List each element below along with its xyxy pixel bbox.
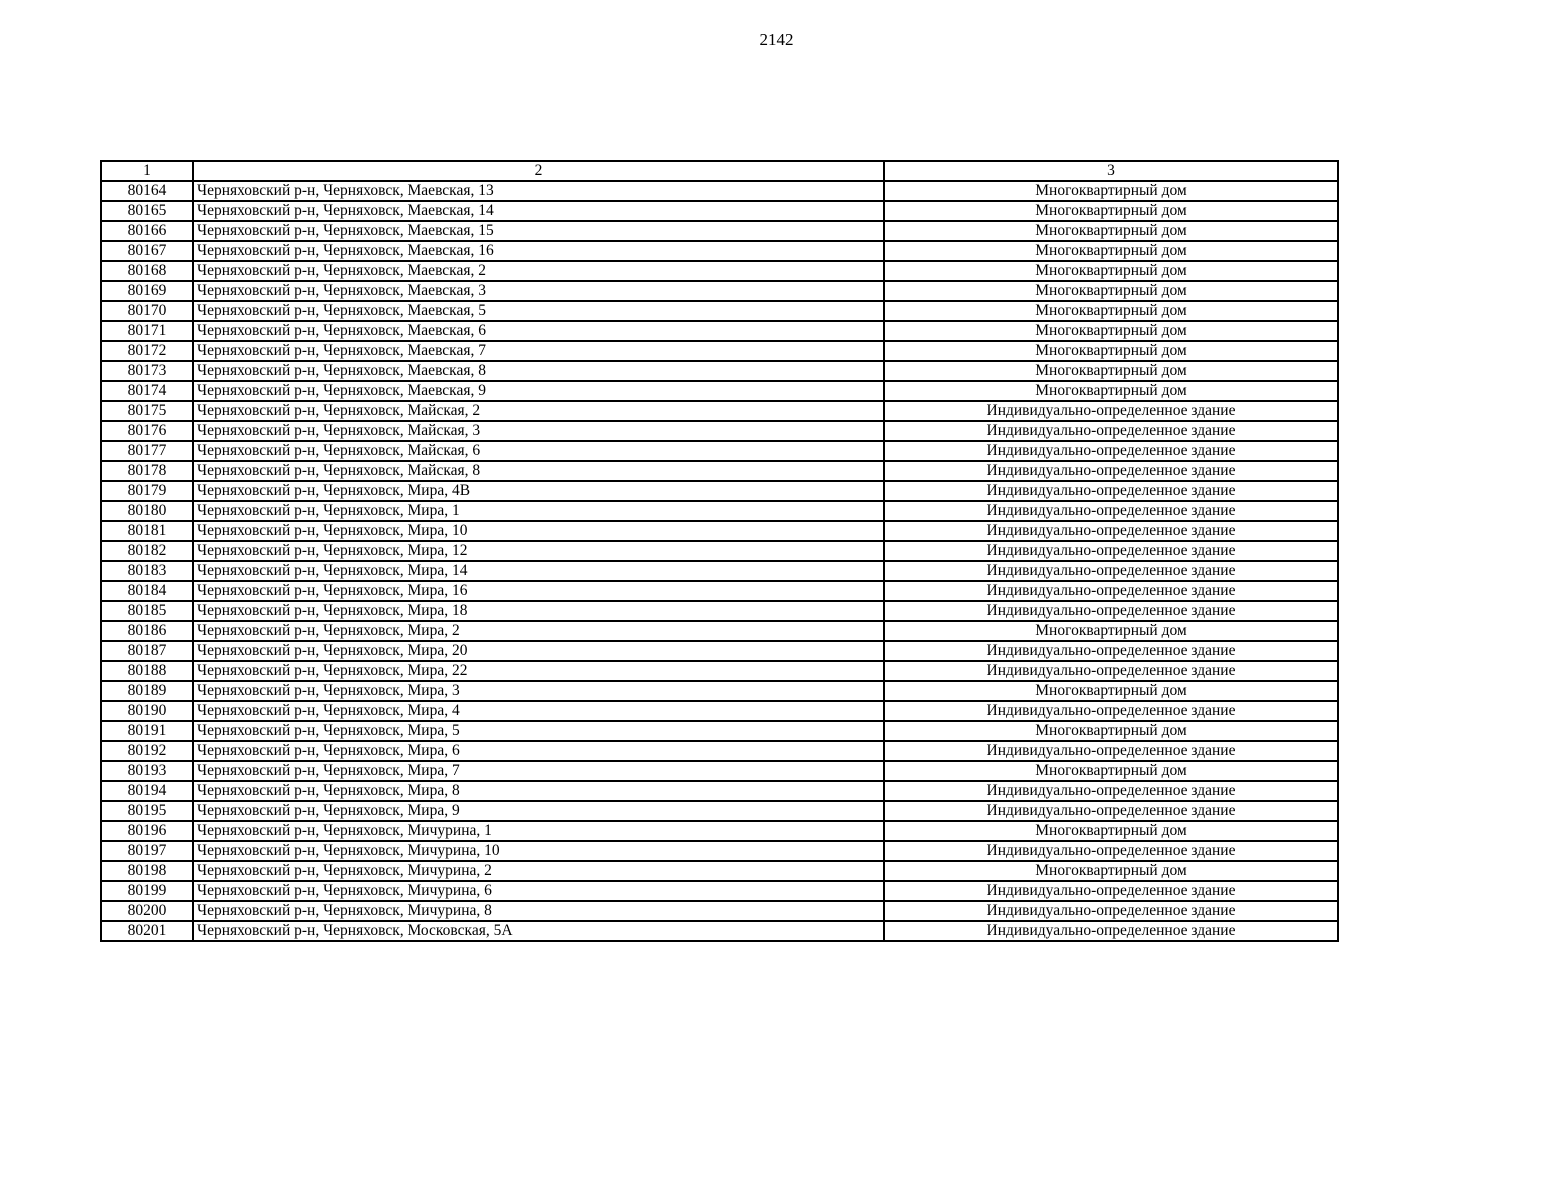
- row-type-cell: Индивидуально-определенное здание: [884, 401, 1338, 421]
- table-row: [101, 661, 1338, 681]
- table-row: [101, 861, 1338, 881]
- row-id-cell: 80171: [101, 321, 193, 341]
- row-id-cell: 80182: [101, 541, 193, 561]
- row-address-cell: Черняховский р-н, Черняховск, Маевская, 2: [193, 261, 884, 281]
- table-row: [101, 581, 1338, 601]
- row-type-cell: Индивидуально-определенное здание: [884, 421, 1338, 441]
- row-id-cell: 80189: [101, 681, 193, 701]
- header-row: [101, 161, 1338, 181]
- table-row: [101, 821, 1338, 841]
- row-address-cell: Черняховский р-н, Черняховск, Мичурина, 1: [193, 821, 884, 841]
- table-row: [101, 681, 1338, 701]
- table-header: [101, 161, 1338, 181]
- row-type-cell: Индивидуально-определенное здание: [884, 481, 1338, 501]
- row-type-cell: Многоквартирный дом: [884, 761, 1338, 781]
- row-type-cell: Индивидуально-определенное здание: [884, 741, 1338, 761]
- row-id-cell: 80200: [101, 901, 193, 921]
- row-id-cell: 80178: [101, 461, 193, 481]
- row-type-cell: Индивидуально-определенное здание: [884, 641, 1338, 661]
- table-row: [101, 921, 1338, 941]
- row-id-cell: 80183: [101, 561, 193, 581]
- registry-table: [100, 160, 1339, 942]
- row-type-cell: Индивидуально-определенное здание: [884, 501, 1338, 521]
- row-id-cell: 80187: [101, 641, 193, 661]
- row-address-cell: Черняховский р-н, Черняховск, Маевская, 15: [193, 221, 884, 241]
- table-row: [101, 561, 1338, 581]
- row-type-cell: Индивидуально-определенное здание: [884, 841, 1338, 861]
- table-row: [101, 781, 1338, 801]
- row-id-cell: 80186: [101, 621, 193, 641]
- row-id-cell: 80192: [101, 741, 193, 761]
- row-address-cell: Черняховский р-н, Черняховск, Майская, 2: [193, 401, 884, 421]
- table-row: [101, 481, 1338, 501]
- row-id-cell: 80169: [101, 281, 193, 301]
- row-type-cell: Многоквартирный дом: [884, 621, 1338, 641]
- table-row: [101, 761, 1338, 781]
- row-address-cell: Черняховский р-н, Черняховск, Мира, 1: [193, 501, 884, 521]
- table-row: [101, 901, 1338, 921]
- row-address-cell: Черняховский р-н, Черняховск, Мира, 3: [193, 681, 884, 701]
- row-id-cell: 80181: [101, 521, 193, 541]
- table-row: [101, 601, 1338, 621]
- row-type-cell: Многоквартирный дом: [884, 381, 1338, 401]
- row-id-cell: 80164: [101, 181, 193, 201]
- table-row: [101, 881, 1338, 901]
- row-id-cell: 80185: [101, 601, 193, 621]
- table-row: [101, 241, 1338, 261]
- row-id-cell: 80188: [101, 661, 193, 681]
- table-row: [101, 461, 1338, 481]
- row-type-cell: Многоквартирный дом: [884, 361, 1338, 381]
- row-id-cell: 80175: [101, 401, 193, 421]
- row-type-cell: Индивидуально-определенное здание: [884, 701, 1338, 721]
- row-address-cell: Черняховский р-н, Черняховск, Майская, 3: [193, 421, 884, 441]
- table-row: [101, 701, 1338, 721]
- row-type-cell: Многоквартирный дом: [884, 201, 1338, 221]
- row-address-cell: Черняховский р-н, Черняховск, Мира, 16: [193, 581, 884, 601]
- table-row: [101, 521, 1338, 541]
- table-row: [101, 801, 1338, 821]
- row-type-cell: Многоквартирный дом: [884, 821, 1338, 841]
- table-row: [101, 641, 1338, 661]
- row-type-cell: Многоквартирный дом: [884, 321, 1338, 341]
- row-type-cell: Многоквартирный дом: [884, 281, 1338, 301]
- row-address-cell: Черняховский р-н, Черняховск, Маевская, 3: [193, 281, 884, 301]
- row-address-cell: Черняховский р-н, Черняховск, Маевская, 7: [193, 341, 884, 361]
- table-row: [101, 841, 1338, 861]
- row-address-cell: Черняховский р-н, Черняховск, Мира, 4В: [193, 481, 884, 501]
- row-id-cell: 80194: [101, 781, 193, 801]
- table-row: [101, 201, 1338, 221]
- row-address-cell: Черняховский р-н, Черняховск, Мира, 4: [193, 701, 884, 721]
- row-address-cell: Черняховский р-н, Черняховск, Мичурина, 8: [193, 901, 884, 921]
- row-address-cell: Черняховский р-н, Черняховск, Мира, 20: [193, 641, 884, 661]
- row-address-cell: Черняховский р-н, Черняховск, Мира, 14: [193, 561, 884, 581]
- table-row: [101, 381, 1338, 401]
- table-row: [101, 281, 1338, 301]
- table-row: [101, 321, 1338, 341]
- row-type-cell: Многоквартирный дом: [884, 721, 1338, 741]
- row-address-cell: Черняховский р-н, Черняховск, Маевская, 16: [193, 241, 884, 261]
- row-type-cell: Индивидуально-определенное здание: [884, 461, 1338, 481]
- row-address-cell: Черняховский р-н, Черняховск, Московская, 5А: [193, 921, 884, 941]
- row-id-cell: 80197: [101, 841, 193, 861]
- row-type-cell: Индивидуально-определенное здание: [884, 521, 1338, 541]
- row-type-cell: Многоквартирный дом: [884, 341, 1338, 361]
- row-type-cell: Многоквартирный дом: [884, 221, 1338, 241]
- row-id-cell: 80177: [101, 441, 193, 461]
- row-type-cell: Многоквартирный дом: [884, 861, 1338, 881]
- row-address-cell: Черняховский р-н, Черняховск, Мичурина, 6: [193, 881, 884, 901]
- row-id-cell: 80195: [101, 801, 193, 821]
- table-row: [101, 741, 1338, 761]
- row-address-cell: Черняховский р-н, Черняховск, Мира, 9: [193, 801, 884, 821]
- row-address-cell: Черняховский р-н, Черняховск, Маевская, 13: [193, 181, 884, 201]
- row-address-cell: Черняховский р-н, Черняховск, Мира, 12: [193, 541, 884, 561]
- table-row: [101, 421, 1338, 441]
- table-row: [101, 341, 1338, 361]
- row-address-cell: Черняховский р-н, Черняховск, Маевская, 5: [193, 301, 884, 321]
- row-id-cell: 80173: [101, 361, 193, 381]
- row-type-cell: Индивидуально-определенное здание: [884, 801, 1338, 821]
- row-id-cell: 80196: [101, 821, 193, 841]
- row-address-cell: Черняховский р-н, Черняховск, Майская, 6: [193, 441, 884, 461]
- table-row: [101, 361, 1338, 381]
- row-address-cell: Черняховский р-н, Черняховск, Мира, 22: [193, 661, 884, 681]
- row-address-cell: Черняховский р-н, Черняховск, Мира, 6: [193, 741, 884, 761]
- row-type-cell: Индивидуально-определенное здание: [884, 441, 1338, 461]
- row-type-cell: Индивидуально-определенное здание: [884, 601, 1338, 621]
- row-id-cell: 80174: [101, 381, 193, 401]
- row-type-cell: Индивидуально-определенное здание: [884, 541, 1338, 561]
- row-address-cell: Черняховский р-н, Черняховск, Мичурина, 10: [193, 841, 884, 861]
- row-type-cell: Индивидуально-определенное здание: [884, 921, 1338, 941]
- row-address-cell: Черняховский р-н, Черняховск, Маевская, 6: [193, 321, 884, 341]
- row-id-cell: 80190: [101, 701, 193, 721]
- row-id-cell: 80166: [101, 221, 193, 241]
- row-address-cell: Черняховский р-н, Черняховск, Маевская, 14: [193, 201, 884, 221]
- header-col-1: 1: [101, 161, 193, 181]
- table-body: [101, 181, 1338, 941]
- row-address-cell: Черняховский р-н, Черняховск, Маевская, 8: [193, 361, 884, 381]
- row-address-cell: Черняховский р-н, Черняховск, Мира, 7: [193, 761, 884, 781]
- row-address-cell: Черняховский р-н, Черняховск, Майская, 8: [193, 461, 884, 481]
- table-row: [101, 261, 1338, 281]
- table-row: [101, 401, 1338, 421]
- row-type-cell: Индивидуально-определенное здание: [884, 781, 1338, 801]
- row-id-cell: 80168: [101, 261, 193, 281]
- page-number: 2142: [759, 30, 794, 49]
- header-col-3: 3: [884, 161, 1338, 181]
- row-type-cell: Многоквартирный дом: [884, 261, 1338, 281]
- row-address-cell: Черняховский р-н, Черняховск, Мира, 18: [193, 601, 884, 621]
- row-id-cell: 80199: [101, 881, 193, 901]
- row-type-cell: Индивидуально-определенное здание: [884, 561, 1338, 581]
- table-row: [101, 441, 1338, 461]
- table-row: [101, 541, 1338, 561]
- row-address-cell: Черняховский р-н, Черняховск, Мира, 5: [193, 721, 884, 741]
- row-id-cell: 80191: [101, 721, 193, 741]
- table-row: [101, 221, 1338, 241]
- row-type-cell: Многоквартирный дом: [884, 681, 1338, 701]
- row-type-cell: Индивидуально-определенное здание: [884, 901, 1338, 921]
- row-type-cell: Многоквартирный дом: [884, 301, 1338, 321]
- row-type-cell: Индивидуально-определенное здание: [884, 881, 1338, 901]
- row-address-cell: Черняховский р-н, Черняховск, Мира, 8: [193, 781, 884, 801]
- row-id-cell: 80176: [101, 421, 193, 441]
- row-id-cell: 80179: [101, 481, 193, 501]
- row-id-cell: 80172: [101, 341, 193, 361]
- row-id-cell: 80193: [101, 761, 193, 781]
- row-type-cell: Многоквартирный дом: [884, 241, 1338, 261]
- row-id-cell: 80167: [101, 241, 193, 261]
- row-address-cell: Черняховский р-н, Черняховск, Маевская, 9: [193, 381, 884, 401]
- table-row: [101, 621, 1338, 641]
- row-id-cell: 80165: [101, 201, 193, 221]
- row-id-cell: 80198: [101, 861, 193, 881]
- header-col-2: 2: [193, 161, 884, 181]
- row-address-cell: Черняховский р-н, Черняховск, Мичурина, 2: [193, 861, 884, 881]
- row-id-cell: 80201: [101, 921, 193, 941]
- row-type-cell: Многоквартирный дом: [884, 181, 1338, 201]
- row-id-cell: 80184: [101, 581, 193, 601]
- row-type-cell: Индивидуально-определенное здание: [884, 661, 1338, 681]
- row-id-cell: 80180: [101, 501, 193, 521]
- table-row: [101, 721, 1338, 741]
- table-row: [101, 181, 1338, 201]
- table-row: [101, 501, 1338, 521]
- row-address-cell: Черняховский р-н, Черняховск, Мира, 2: [193, 621, 884, 641]
- row-type-cell: Индивидуально-определенное здание: [884, 581, 1338, 601]
- table-row: [101, 301, 1338, 321]
- row-id-cell: 80170: [101, 301, 193, 321]
- row-address-cell: Черняховский р-н, Черняховск, Мира, 10: [193, 521, 884, 541]
